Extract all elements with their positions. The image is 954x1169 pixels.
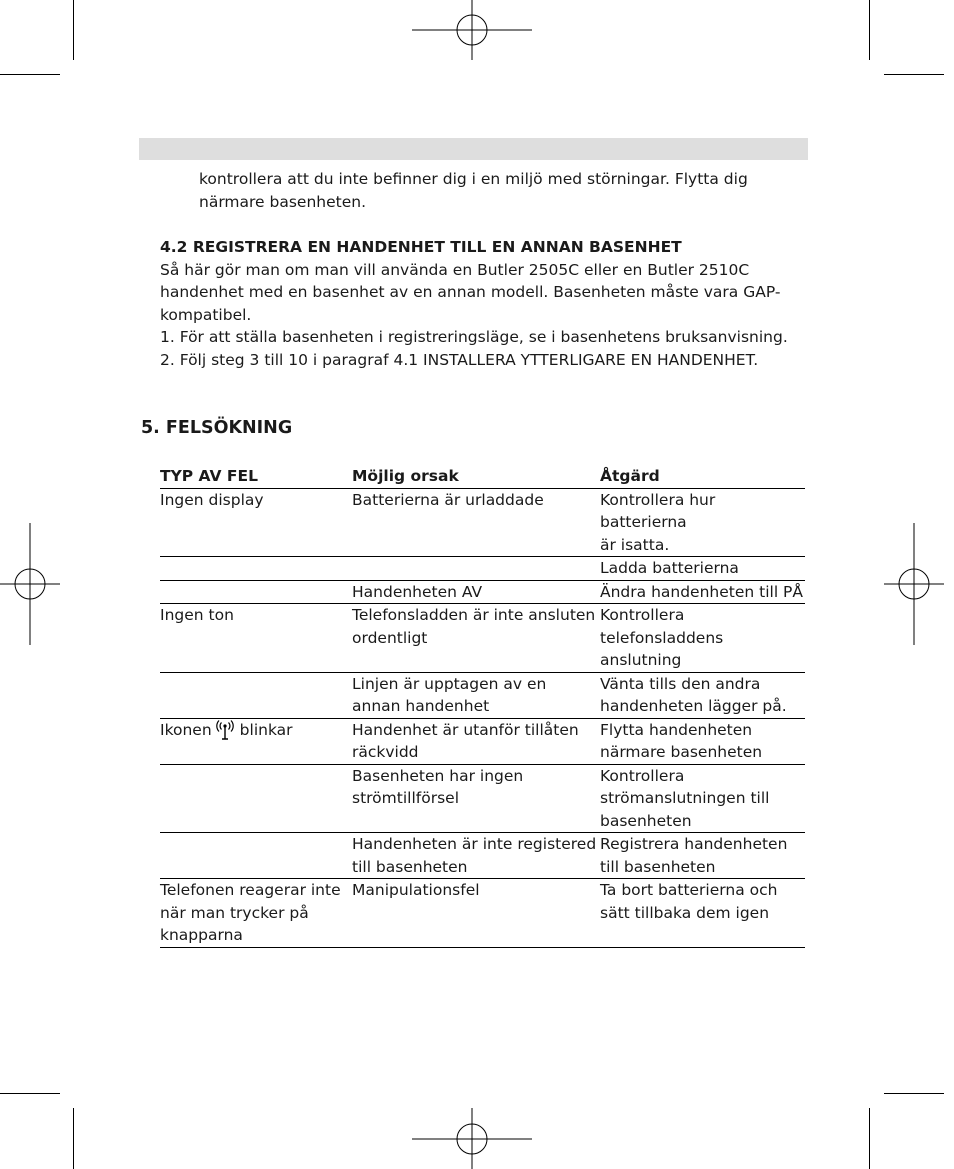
table-cell: Batterierna är urladdade bbox=[352, 488, 600, 557]
table-cell: Handenheten AV bbox=[352, 580, 600, 604]
table-cell: Registrera handenheten till basenheten bbox=[600, 833, 805, 879]
antenna-signal-icon bbox=[216, 719, 234, 741]
table-row bbox=[160, 557, 805, 581]
crop-mark bbox=[884, 74, 944, 75]
table-cell: Vänta tills den andra handenheten lägger på. bbox=[600, 672, 805, 718]
registration-mark bbox=[412, 1108, 532, 1169]
crop-mark bbox=[869, 0, 870, 60]
registration-mark bbox=[884, 523, 944, 645]
section-line: kompatibel. bbox=[160, 305, 252, 324]
table-cell: Kontrollera hur batterierna är isatta. bbox=[600, 488, 805, 557]
table-row bbox=[160, 764, 805, 833]
crop-mark bbox=[884, 1093, 944, 1094]
troubleshooting-table bbox=[160, 465, 805, 948]
table-cell: Kontrollera strömanslutningen till basenheten bbox=[600, 764, 805, 833]
section-4-2 bbox=[160, 236, 800, 371]
table-cell: Ingen ton bbox=[160, 604, 352, 673]
section-line: 2. Följ steg 3 till 10 i paragraf 4.1 INSTALLERA YTTERLIGARE EN HANDENHET. bbox=[160, 350, 759, 369]
table-cell: Ikonen blinkar bbox=[160, 718, 352, 764]
crop-mark bbox=[0, 1093, 60, 1094]
table-cell: Basenheten har ingen strömtillförsel bbox=[352, 764, 600, 833]
column-header: Åtgärd bbox=[600, 465, 805, 488]
crop-mark bbox=[73, 1108, 74, 1169]
table-row bbox=[160, 879, 805, 948]
table-cell: Telefonen reagerar inte när man trycker på knapparna bbox=[160, 879, 352, 948]
table-cell bbox=[160, 580, 352, 604]
intro-line: kontrollera att du inte befinner dig i en miljö med störningar. Flytta dig bbox=[199, 170, 748, 188]
table-cell: Kontrollera telefonsladdens anslutning bbox=[600, 604, 805, 673]
table-cell: Linjen är upptagen av en annan handenhet bbox=[352, 672, 600, 718]
registration-mark bbox=[0, 523, 60, 645]
crop-mark bbox=[73, 0, 74, 60]
table-cell bbox=[160, 764, 352, 833]
table-row bbox=[160, 833, 805, 879]
table-row bbox=[160, 580, 805, 604]
registration-mark bbox=[412, 0, 532, 60]
crop-mark bbox=[869, 1108, 870, 1169]
table-row bbox=[160, 488, 805, 557]
table-cell: Ingen display bbox=[160, 488, 352, 557]
column-header: TYP AV FEL bbox=[160, 465, 352, 488]
table-cell bbox=[160, 672, 352, 718]
section-line: 1. För att ställa basenheten i registreringsläge, se i basenhetens bruksanvisning. bbox=[160, 328, 788, 346]
table-header-row bbox=[160, 465, 805, 488]
table-cell: Handenhet är utanför tillåten räckvidd bbox=[352, 718, 600, 764]
column-header: Möjlig orsak bbox=[352, 465, 600, 488]
table-cell bbox=[160, 557, 352, 581]
table-cell: Manipulationsfel bbox=[352, 879, 600, 948]
table-cell: Flytta handenheten närmare basenheten bbox=[600, 718, 805, 764]
crop-mark bbox=[0, 74, 60, 75]
section-line: handenhet med en basenhet av en annan modell. Basenheten måste vara GAP- bbox=[160, 283, 781, 301]
table-cell: Ladda batterierna bbox=[600, 557, 805, 581]
table-cell bbox=[160, 833, 352, 879]
intro-line: närmare basenheten. bbox=[199, 192, 367, 211]
table-cell: Ta bort batterierna och sätt tillbaka dem igen bbox=[600, 879, 805, 948]
table-row bbox=[160, 672, 805, 718]
table-cell: Handenheten är inte registered till basenheten bbox=[352, 833, 600, 879]
intro-paragraph bbox=[199, 168, 799, 213]
table-row bbox=[160, 718, 805, 764]
table-row bbox=[160, 604, 805, 673]
table-cell: Telefonsladden är inte ansluten ordentligt bbox=[352, 604, 600, 673]
section-5-heading: 5. FELSÖKNING bbox=[141, 418, 293, 438]
header-bar bbox=[139, 138, 808, 160]
section-line: Så här gör man om man vill använda en Butler 2505C eller en Butler 2510C bbox=[160, 260, 750, 279]
section-heading: 4.2 REGISTRERA EN HANDENHET TILL EN ANNAN BASENHET bbox=[160, 238, 682, 256]
table-cell: Ändra handenheten till PÅ bbox=[600, 580, 805, 604]
table-cell bbox=[352, 557, 600, 581]
